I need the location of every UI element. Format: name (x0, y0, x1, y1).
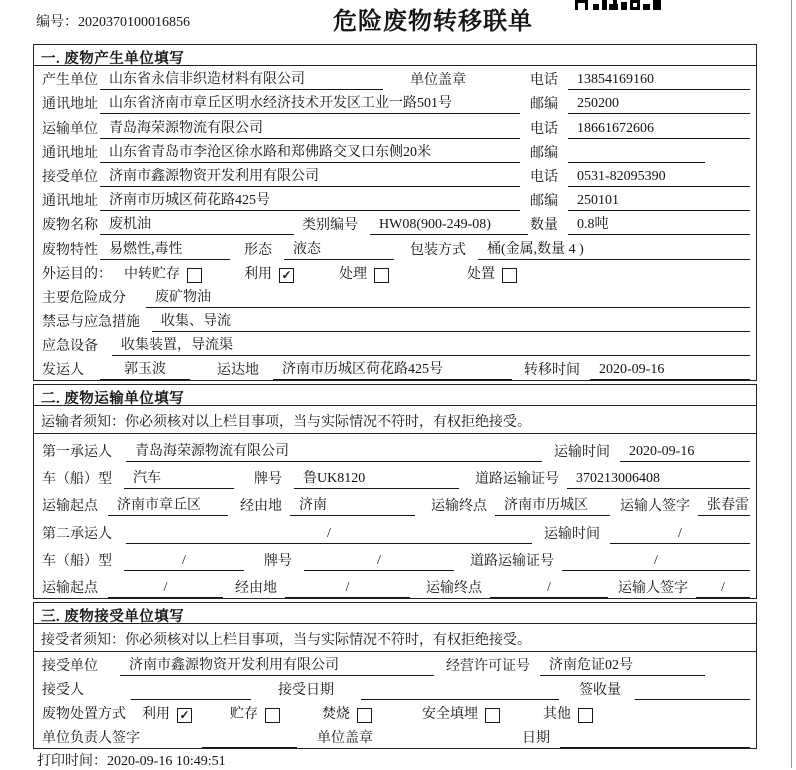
receiver-field: 济南市鑫源物资开发利用有限公司 (100, 165, 520, 187)
purpose-label: 外运目的： (42, 266, 112, 282)
print-time-value: 2020-09-16 10:49:51 (107, 754, 226, 769)
transport-notice: 运输者须知：你必须核对以上栏目事项，当与实际情况不符时，有权拒绝接受。 (34, 406, 756, 434)
checkbox-option (339, 263, 389, 284)
checkbox-option (422, 703, 500, 724)
section-receive-title: 三. 废物接受单位填写 (34, 603, 756, 624)
purpose-checkbox-group (124, 263, 517, 284)
vehicle1-row (34, 462, 756, 489)
checkbox-option (124, 263, 202, 284)
section-transport-title: 二. 废物运输单位填写 (34, 385, 756, 406)
taboo-label: 禁忌与应急措施 (42, 315, 140, 331)
category-label: 类别编号 (302, 218, 358, 234)
checkbox-option (543, 703, 593, 724)
receive-person-field (131, 685, 251, 700)
empty-checkbox-icon (374, 268, 389, 283)
checkbox-option (322, 703, 372, 724)
producer-label: 产生单位 (42, 73, 98, 89)
transporter-field: 青岛海荣源物流有限公司 (100, 117, 520, 139)
disposal-row (34, 700, 756, 724)
producer-seal-label: 单位盖章 (410, 73, 466, 89)
transporter-address-row (34, 139, 756, 163)
receiver-address-row (34, 187, 756, 211)
section-producer-title: 一. 废物产生单位填写 (34, 45, 756, 66)
leader-sign-label: 单位负责人签字 (42, 731, 140, 747)
serial-number-line (36, 11, 190, 31)
receiver-zip-field: 250101 (568, 193, 750, 211)
waste-name-field: 废机油 (100, 213, 294, 235)
equipment-field: 收集装置，导流渠 (112, 334, 750, 356)
checkbox-option (244, 263, 294, 284)
section-producer (33, 44, 757, 381)
transporter-row (34, 114, 756, 138)
end2-field: / (490, 580, 608, 598)
equipment-label: 应急设备 (42, 339, 98, 355)
checkbox-option-label: 贮存 (230, 707, 258, 723)
transfer-form (33, 44, 757, 752)
receive-amount-field (635, 685, 750, 700)
sign2-field: / (696, 580, 750, 598)
checkbox-option-label: 安全填埋 (422, 707, 478, 723)
waste-character-label: 废物特性 (42, 242, 98, 258)
transporter-label: 运输单位 (42, 121, 98, 137)
vehicle2-row (34, 544, 756, 571)
destination-label: 运达地 (217, 363, 259, 379)
component-row (34, 284, 756, 308)
transporter-phone-label: 电话 (530, 121, 558, 137)
route1-row (34, 489, 756, 516)
producer-address-field: 山东省济南市章丘区明水经济技术开发区工业一路501号 (100, 92, 520, 114)
transfer-date-field: 2020-09-16 (590, 362, 750, 380)
waste-name-label: 废物名称 (42, 218, 98, 234)
checkbox-option-label: 利用 (142, 707, 170, 723)
carrier1-field: 青岛海荣源物流有限公司 (126, 440, 542, 462)
transport-time2-field: / (610, 526, 750, 544)
via1-field: 济南 (290, 494, 415, 516)
checkbox-option (467, 263, 517, 284)
origin2-field: / (108, 580, 223, 598)
transporter-address-label: 通讯地址 (42, 145, 98, 161)
receive-notice: 接受者须知：你必须核对以上栏目事项，当与实际情况不符时，有权拒绝接受。 (34, 624, 756, 652)
page-right-edge-line (791, 0, 792, 768)
sign1-label: 运输人签字 (620, 499, 690, 515)
producer-field: 山东省永信非织造材料有限公司 (100, 68, 383, 90)
form-field: 液态 (284, 238, 394, 260)
via2-label: 经由地 (235, 581, 277, 597)
producer-zip-label: 邮编 (530, 97, 558, 113)
receive-date-field (361, 685, 559, 700)
end2-label: 运输终点 (426, 581, 482, 597)
transporter-zip-label: 邮编 (530, 145, 558, 161)
serial-number: 2020370100016856 (78, 15, 190, 30)
route2-row (34, 571, 756, 598)
checkbox-option-label: 处理 (339, 266, 367, 282)
producer-address-row (34, 90, 756, 114)
sign2-label: 运输人签字 (618, 581, 688, 597)
vehicle2-label: 车（船）型 (42, 553, 112, 569)
print-time-line (37, 750, 226, 770)
waste-character-field: 易燃性,毒性 (100, 238, 230, 260)
quantity-label: 数量 (530, 218, 558, 234)
transport-time1-label: 运输时间 (554, 444, 610, 460)
receive-amount-label: 签收量 (579, 683, 621, 699)
category-field: HW08(900-249-08) (370, 217, 528, 235)
permit-label: 经营许可证号 (446, 659, 530, 675)
quantity-field: 0.8吨 (568, 213, 750, 235)
receiver-row (34, 163, 756, 187)
checkbox-option (142, 703, 192, 724)
transporter-phone-field: 18661672606 (568, 121, 750, 139)
disposal-label: 废物处置方式 (42, 707, 126, 723)
producer-zip-field: 250200 (568, 96, 750, 114)
origin2-label: 运输起点 (42, 581, 98, 597)
producer-row (34, 66, 756, 90)
receiver-phone-field: 0531-82095390 (568, 169, 750, 187)
receive-seal-label: 单位盖章 (317, 731, 373, 747)
end1-field: 济南市历城区 (495, 494, 610, 516)
vehicle1-field: 汽车 (124, 467, 234, 489)
carrier1-row (34, 434, 756, 461)
plate2-field: / (304, 553, 454, 571)
component-label: 主要危险成分 (42, 290, 126, 306)
empty-checkbox-icon (502, 268, 517, 283)
checkbox-option-label: 其他 (543, 707, 571, 723)
origin1-field: 济南市章丘区 (108, 494, 228, 516)
checkbox-option-label: 中转贮存 (124, 266, 180, 282)
empty-checkbox-icon (578, 708, 593, 723)
leader-sign-row (34, 724, 756, 748)
road-license1-label: 道路运输证号 (475, 472, 559, 488)
carrier2-row (34, 516, 756, 543)
road-license2-field: / (562, 553, 750, 571)
producer-address-label: 通讯地址 (42, 97, 98, 113)
taboo-field: 收集、导流 (152, 310, 750, 332)
equipment-row (34, 332, 756, 356)
receiver-address-label: 通讯地址 (42, 194, 98, 210)
section-transport (33, 384, 757, 599)
checkbox-option-label: 焚烧 (322, 707, 350, 723)
checkbox-option-label: 处置 (467, 266, 495, 282)
leader-sign-field (202, 733, 297, 748)
vehicle1-label: 车（船）型 (42, 472, 112, 488)
receive-unit-label: 接受单位 (42, 659, 98, 675)
empty-checkbox-icon (265, 708, 280, 723)
transport-time2-label: 运输时间 (544, 526, 600, 542)
waste-character-row (34, 235, 756, 259)
checked-checkbox-icon: ✓ (279, 268, 294, 283)
origin1-label: 运输起点 (42, 499, 98, 515)
destination-field: 济南市历城区荷花路425号 (273, 358, 512, 380)
producer-phone-label: 电话 (530, 73, 558, 89)
permit-field: 济南危证02号 (540, 654, 705, 676)
packing-label: 包装方式 (410, 242, 466, 258)
checkbox-option (230, 703, 280, 724)
sign1-field: 张春雷 (698, 494, 750, 516)
receive-date-label: 接受日期 (278, 683, 334, 699)
transport-time1-field: 2020-09-16 (620, 444, 750, 462)
section-receive (33, 602, 757, 749)
receive-unit-row (34, 652, 756, 676)
receiver-zip-label: 邮编 (530, 194, 558, 210)
road-license1-field: 370213006408 (567, 471, 750, 489)
sign-date-label: 日期 (522, 731, 550, 747)
consignor-row (34, 356, 756, 380)
disposal-checkbox-group (142, 703, 593, 724)
transporter-address-field: 山东省青岛市李沧区徐水路和郑佛路交叉口东侧20米 (100, 141, 520, 163)
empty-checkbox-icon (485, 708, 500, 723)
qr-code-fragment-icon (575, 0, 661, 12)
transporter-zip-field (568, 148, 705, 163)
component-field: 废矿物油 (146, 286, 750, 308)
checked-checkbox-icon: ✓ (177, 708, 192, 723)
plate2-label: 牌号 (264, 553, 292, 569)
page-title: 危险废物转移联单 (333, 9, 533, 35)
empty-checkbox-icon (187, 268, 202, 283)
road-license2-label: 道路运输证号 (470, 553, 554, 569)
end1-label: 运输终点 (431, 499, 487, 515)
carrier2-field: / (126, 526, 532, 544)
receiver-label: 接受单位 (42, 169, 98, 185)
transfer-date-label: 转移时间 (524, 363, 580, 379)
plate1-label: 牌号 (254, 472, 282, 488)
receiver-address-field: 济南市历城区荷花路425号 (100, 189, 520, 211)
waste-name-row (34, 211, 756, 235)
receive-person-label: 接受人 (42, 683, 84, 699)
empty-checkbox-icon (357, 708, 372, 723)
carrier1-label: 第一承运人 (42, 444, 112, 460)
receiver-phone-label: 电话 (530, 169, 558, 185)
taboo-row (34, 308, 756, 332)
receive-person-row (34, 676, 756, 700)
purpose-row (34, 260, 756, 284)
serial-label: 编号： (36, 15, 78, 30)
producer-phone-field: 13854169160 (568, 72, 750, 90)
checkbox-option-label: 利用 (244, 266, 272, 282)
packing-field: 桶(金属,数量 4 ) (478, 238, 750, 260)
print-time-label: 打印时间： (37, 754, 107, 769)
vehicle2-field: / (124, 553, 244, 571)
via1-label: 经由地 (240, 499, 282, 515)
consignor-label: 发运人 (42, 363, 84, 379)
form-label: 形态 (244, 242, 272, 258)
carrier2-label: 第二承运人 (42, 526, 112, 542)
plate1-field: 鲁UK8120 (294, 467, 459, 489)
sign-date-field (560, 733, 750, 748)
via2-field: / (285, 580, 410, 598)
consignor-field: 郭玉波 (100, 358, 190, 380)
receive-unit-field: 济南市鑫源物资开发利用有限公司 (120, 654, 434, 676)
